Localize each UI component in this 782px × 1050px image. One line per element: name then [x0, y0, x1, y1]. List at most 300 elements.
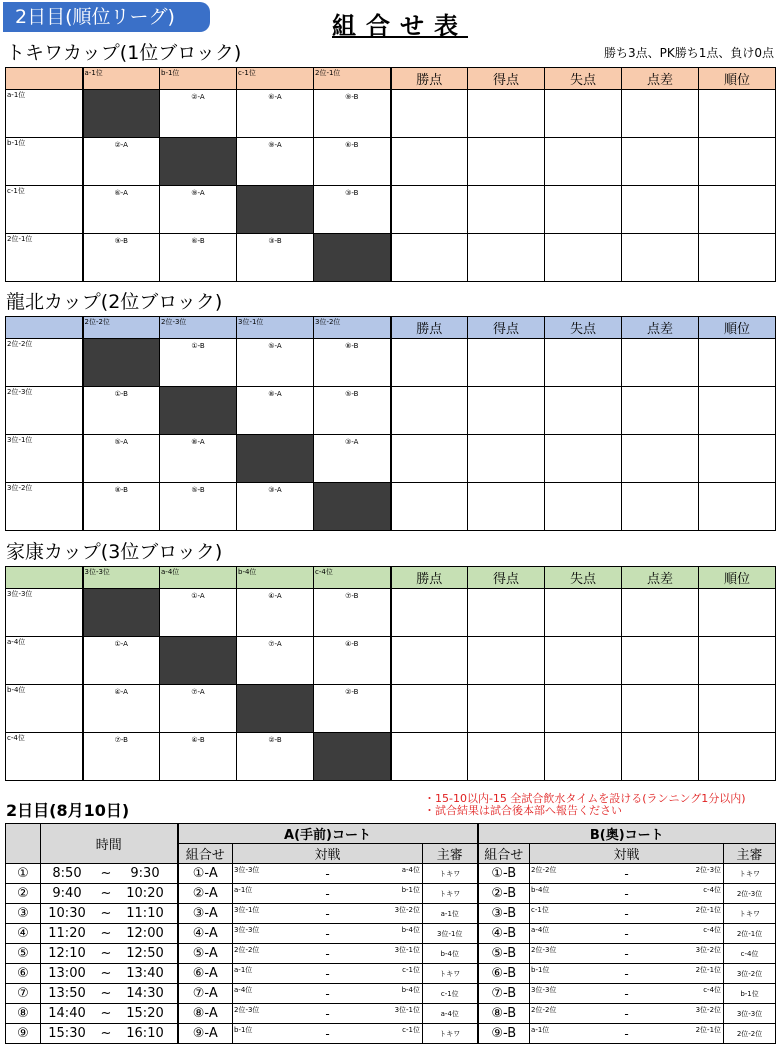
court-a-referee: b-4位: [423, 944, 478, 964]
court-b-referee: 2位-1位: [724, 924, 776, 944]
league-match-cell: ⑥-B: [314, 138, 391, 186]
stat-cell[interactable]: [699, 387, 776, 435]
day-tag: 2日目(順位リーグ): [3, 2, 210, 32]
court-b-combo: ⑧-B: [478, 1004, 530, 1024]
stat-header: 勝点: [391, 567, 468, 589]
court-b-combo: ⑤-B: [478, 944, 530, 964]
league-match-cell: ⑥-A: [83, 186, 160, 234]
league-self-cell: [237, 435, 314, 483]
stat-cell[interactable]: [468, 685, 545, 733]
stat-header: 失点: [545, 68, 622, 90]
court-b-combo: ⑨-B: [478, 1024, 530, 1044]
stat-cell[interactable]: [545, 435, 622, 483]
stat-cell[interactable]: [391, 186, 468, 234]
league-row-header: 2位-2位: [6, 339, 83, 387]
court-a-match: [233, 924, 423, 944]
end-time: 12:00: [126, 926, 164, 941]
court-a-combo: ⑧-A: [178, 1004, 233, 1024]
start-time: 10:30: [48, 906, 86, 921]
league-match-cell: ⑧-A: [237, 387, 314, 435]
league-match-cell: ⑧-B: [83, 483, 160, 531]
stat-header: 勝点: [391, 317, 468, 339]
league-self-cell: [314, 234, 391, 282]
start-time: 15:30: [48, 1026, 86, 1041]
team-2: 2位-3位: [695, 866, 722, 874]
schedule-row: [6, 924, 776, 944]
stat-cell[interactable]: [468, 138, 545, 186]
court-b-match: [530, 904, 724, 924]
court-b-match: [530, 864, 724, 884]
stat-cell[interactable]: [699, 90, 776, 138]
league-table: [5, 316, 776, 531]
court-b-combo: ①-B: [478, 864, 530, 884]
league-self-cell: [160, 387, 237, 435]
league-column-header: 2位-3位: [160, 317, 237, 339]
schedule-row: [6, 1004, 776, 1024]
court-b-referee: 3位-3位: [724, 1004, 776, 1024]
slot-time: [41, 964, 178, 984]
stat-cell[interactable]: [468, 186, 545, 234]
stat-cell[interactable]: [622, 387, 699, 435]
court-b-header: B(奥)コート: [478, 824, 776, 844]
time-tilde: ~: [100, 1026, 112, 1041]
league-match-cell: ⑧-B: [314, 339, 391, 387]
league-match-cell: ①-B: [160, 339, 237, 387]
league-match-cell: ④-B: [160, 733, 237, 781]
stat-header: 点差: [622, 567, 699, 589]
team-2: 2位-1位: [695, 966, 722, 974]
league-row-header: 3位-2位: [6, 483, 83, 531]
stat-cell[interactable]: [545, 483, 622, 531]
team-2: 3位-2位: [695, 1006, 722, 1014]
league-row-header: 3位-3位: [6, 589, 83, 637]
time-tilde: ~: [100, 966, 112, 981]
league-corner-cell: [6, 68, 83, 90]
court-a-referee: トキワ: [423, 864, 478, 884]
court-b-combo: ②-B: [478, 884, 530, 904]
court-b-combo-header: 組合せ: [478, 844, 530, 864]
schedule-note: ・15-10以内-15 全試合飲水タイムを設ける(ランニング1分以内): [424, 792, 746, 805]
versus-dash: -: [325, 1027, 330, 1041]
stat-header: 失点: [545, 567, 622, 589]
league-column-header: b-1位: [160, 68, 237, 90]
stat-cell[interactable]: [545, 138, 622, 186]
league-match-cell: ④-A: [237, 589, 314, 637]
court-a-match-header: 対戦: [233, 844, 423, 864]
league-match-cell: ⑦-B: [83, 733, 160, 781]
league-row-header: b-1位: [6, 138, 83, 186]
stat-cell[interactable]: [468, 234, 545, 282]
league-title: トキワカップ(1位ブロック): [6, 42, 242, 64]
stat-cell[interactable]: [622, 186, 699, 234]
stat-cell[interactable]: [545, 234, 622, 282]
stat-header: 点差: [622, 68, 699, 90]
team-1: 3位-1位: [234, 906, 260, 914]
versus-dash: -: [624, 967, 629, 981]
stat-header: 点差: [622, 317, 699, 339]
court-b-referee: b-1位: [724, 984, 776, 1004]
stat-cell[interactable]: [699, 435, 776, 483]
court-b-match: [530, 884, 724, 904]
league-match-cell: ②-A: [160, 90, 237, 138]
stat-cell[interactable]: [622, 138, 699, 186]
court-a-match: [233, 884, 423, 904]
court-b-match: [530, 984, 724, 1004]
schedule-row: [6, 864, 776, 884]
schedule-row: [6, 964, 776, 984]
stat-cell[interactable]: [699, 733, 776, 781]
team-1: b-1位: [531, 966, 550, 974]
team-2: 3位-1位: [394, 946, 420, 954]
versus-dash: -: [325, 907, 330, 921]
court-a-referee: 3位-1位: [423, 924, 478, 944]
slot-number: ⑥: [6, 964, 41, 984]
end-time: 11:10: [126, 906, 164, 921]
court-a-header: A(手前)コート: [178, 824, 478, 844]
stat-cell[interactable]: [391, 483, 468, 531]
league-row-header: a-1位: [6, 90, 83, 138]
league-row-header: c-4位: [6, 733, 83, 781]
stat-header: 失点: [545, 317, 622, 339]
stat-cell[interactable]: [468, 589, 545, 637]
stat-cell[interactable]: [391, 234, 468, 282]
time-tilde: ~: [100, 866, 112, 881]
court-a-combo-header: 組合せ: [178, 844, 233, 864]
league-match-cell: ④-B: [314, 637, 391, 685]
team-1: a-1位: [234, 966, 253, 974]
schedule-row: [6, 1024, 776, 1044]
stat-cell[interactable]: [545, 733, 622, 781]
stat-cell[interactable]: [391, 589, 468, 637]
schedule-note: ・試合結果は試合後本部へ報告ください: [424, 804, 622, 817]
league-match-cell: ⑨-B: [314, 90, 391, 138]
court-b-combo: ③-B: [478, 904, 530, 924]
team-2: a-4位: [401, 866, 420, 874]
stat-header: 順位: [699, 68, 776, 90]
schedule-notes: [424, 793, 746, 817]
league-match-cell: ⑨-A: [160, 186, 237, 234]
league-column-header: c-4位: [314, 567, 391, 589]
stat-cell[interactable]: [545, 339, 622, 387]
stat-cell[interactable]: [622, 234, 699, 282]
league-match-cell: ③-B: [237, 234, 314, 282]
versus-dash: -: [325, 867, 330, 881]
league-column-header: 3位-1位: [237, 317, 314, 339]
court-b-match-header: 対戦: [530, 844, 724, 864]
versus-dash: -: [624, 1027, 629, 1041]
league-match-cell: ⑤-A: [83, 435, 160, 483]
versus-dash: -: [624, 987, 629, 1001]
time-tilde: ~: [100, 1006, 112, 1021]
slot-time: [41, 984, 178, 1004]
court-b-referee: c-4位: [724, 944, 776, 964]
league-table: [5, 67, 776, 282]
stat-cell[interactable]: [468, 637, 545, 685]
stat-cell[interactable]: [468, 733, 545, 781]
schedule-day-title: 2日目(8月10日): [6, 801, 130, 820]
court-b-combo: ⑥-B: [478, 964, 530, 984]
team-1: 3位-3位: [234, 866, 260, 874]
page-title: 組合せ表: [332, 12, 468, 40]
stat-cell[interactable]: [545, 387, 622, 435]
court-a-combo: ⑤-A: [178, 944, 233, 964]
court-a-match: [233, 864, 423, 884]
slot-number: ③: [6, 904, 41, 924]
team-2: 3位-2位: [695, 946, 722, 954]
slot-number: ②: [6, 884, 41, 904]
stat-cell[interactable]: [391, 435, 468, 483]
league-match-cell: ③-A: [314, 435, 391, 483]
versus-dash: -: [325, 1007, 330, 1021]
points-rule-note: 勝ち3点、PK勝ち1点、負け0点: [603, 46, 774, 60]
stat-cell[interactable]: [468, 435, 545, 483]
court-a-match: [233, 964, 423, 984]
league-match-cell: ⑥-B: [160, 234, 237, 282]
league-corner-cell: [6, 317, 83, 339]
court-a-referee: トキワ: [423, 964, 478, 984]
team-2: b-4位: [401, 986, 420, 994]
stat-cell[interactable]: [545, 685, 622, 733]
stat-cell[interactable]: [391, 387, 468, 435]
stat-cell[interactable]: [699, 138, 776, 186]
versus-dash: -: [624, 867, 629, 881]
stat-header: 順位: [699, 317, 776, 339]
slot-time: [41, 924, 178, 944]
league-self-cell: [83, 90, 160, 138]
stat-header: 勝点: [391, 68, 468, 90]
team-2: b-4位: [401, 926, 420, 934]
team-1: 3位-3位: [531, 986, 557, 994]
stat-cell[interactable]: [468, 387, 545, 435]
stat-cell[interactable]: [391, 685, 468, 733]
stat-cell[interactable]: [699, 589, 776, 637]
team-1: 2位-2位: [531, 866, 557, 874]
team-2: c-4位: [703, 926, 722, 934]
stat-cell[interactable]: [468, 483, 545, 531]
court-a-referee: トキワ: [423, 1024, 478, 1044]
court-a-combo: ⑦-A: [178, 984, 233, 1004]
court-a-referee: a-1位: [423, 904, 478, 924]
start-time: 13:50: [48, 986, 86, 1001]
court-a-match: [233, 984, 423, 1004]
stat-cell[interactable]: [622, 435, 699, 483]
court-b-combo: ④-B: [478, 924, 530, 944]
league-row-header: 2位-3位: [6, 387, 83, 435]
stat-cell[interactable]: [699, 637, 776, 685]
league-match-cell: ⑥-A: [237, 90, 314, 138]
stat-cell[interactable]: [699, 685, 776, 733]
versus-dash: -: [325, 967, 330, 981]
versus-dash: -: [624, 887, 629, 901]
stat-cell[interactable]: [391, 90, 468, 138]
stat-cell[interactable]: [622, 90, 699, 138]
stat-cell[interactable]: [699, 483, 776, 531]
versus-dash: -: [325, 927, 330, 941]
versus-dash: -: [624, 927, 629, 941]
slot-number: ⑦: [6, 984, 41, 1004]
end-time: 14:30: [126, 986, 164, 1001]
end-time: 12:50: [126, 946, 164, 961]
time-tilde: ~: [100, 886, 112, 901]
league-match-cell: ⑤-A: [237, 339, 314, 387]
court-b-referee: トキワ: [724, 864, 776, 884]
slot-number: ①: [6, 864, 41, 884]
league-match-cell: ②-B: [314, 685, 391, 733]
schedule-row: [6, 904, 776, 924]
stat-cell[interactable]: [699, 339, 776, 387]
league-match-cell: ③-B: [314, 186, 391, 234]
league-self-cell: [83, 589, 160, 637]
end-time: 15:20: [126, 1006, 164, 1021]
court-b-match: [530, 964, 724, 984]
league-self-cell: [160, 637, 237, 685]
court-a-referee: c-1位: [423, 984, 478, 1004]
league-match-cell: ①-B: [83, 387, 160, 435]
court-b-referee: 2位-3位: [724, 884, 776, 904]
league-match-cell: ②-A: [83, 138, 160, 186]
league-row-header: a-4位: [6, 637, 83, 685]
end-time: 13:40: [126, 966, 164, 981]
league-match-cell: ⑨-B: [83, 234, 160, 282]
court-b-match: [530, 1004, 724, 1024]
court-b-referee-header: 主審: [724, 844, 776, 864]
court-a-combo: ④-A: [178, 924, 233, 944]
time-tilde: ~: [100, 946, 112, 961]
league-column-header: a-4位: [160, 567, 237, 589]
court-b-match: [530, 924, 724, 944]
court-a-combo: ⑨-A: [178, 1024, 233, 1044]
start-time: 11:20: [48, 926, 86, 941]
league-title: 家康カップ(3位ブロック): [6, 541, 223, 563]
stat-header: 順位: [699, 567, 776, 589]
team-1: c-1位: [531, 906, 549, 914]
league-self-cell: [237, 685, 314, 733]
team-2: c-4位: [703, 986, 722, 994]
court-b-combo: ⑦-B: [478, 984, 530, 1004]
league-column-header: 3位-3位: [83, 567, 160, 589]
court-b-referee: 2位-2位: [724, 1024, 776, 1044]
start-time: 13:00: [48, 966, 86, 981]
league-row-header: 3位-1位: [6, 435, 83, 483]
court-b-match: [530, 1024, 724, 1044]
versus-dash: -: [325, 887, 330, 901]
stat-cell[interactable]: [545, 637, 622, 685]
stat-cell[interactable]: [699, 234, 776, 282]
stat-cell[interactable]: [622, 733, 699, 781]
versus-dash: -: [624, 1007, 629, 1021]
stat-cell[interactable]: [622, 685, 699, 733]
slot-time: [41, 944, 178, 964]
team-2: b-1位: [401, 886, 420, 894]
team-1: 2位-2位: [531, 1006, 557, 1014]
versus-dash: -: [325, 987, 330, 1001]
court-b-match: [530, 944, 724, 964]
stat-cell[interactable]: [391, 339, 468, 387]
league-self-cell: [160, 138, 237, 186]
league-row-header: 2位-1位: [6, 234, 83, 282]
slot-time: [41, 1024, 178, 1044]
end-time: 9:30: [130, 866, 160, 881]
start-time: 8:50: [52, 866, 82, 881]
team-2: c-1位: [402, 1026, 420, 1034]
stat-cell[interactable]: [468, 90, 545, 138]
stat-cell[interactable]: [699, 186, 776, 234]
schedule-row: [6, 984, 776, 1004]
court-a-combo: ②-A: [178, 884, 233, 904]
team-1: a-4位: [234, 986, 253, 994]
team-1: b-4位: [531, 886, 550, 894]
court-a-referee: トキワ: [423, 884, 478, 904]
versus-dash: -: [325, 947, 330, 961]
stat-cell[interactable]: [622, 637, 699, 685]
stat-cell[interactable]: [391, 637, 468, 685]
league-row-header: c-1位: [6, 186, 83, 234]
slot-number: ⑧: [6, 1004, 41, 1024]
league-match-cell: ①-A: [83, 637, 160, 685]
end-time: 16:10: [126, 1026, 164, 1041]
schedule-table: [5, 823, 776, 1044]
court-a-match: [233, 1004, 423, 1024]
slot-number: ⑨: [6, 1024, 41, 1044]
court-b-referee: トキワ: [724, 904, 776, 924]
team-1: 2位-3位: [234, 1006, 260, 1014]
league-self-cell: [314, 733, 391, 781]
league-match-cell: ⑦-A: [160, 685, 237, 733]
stat-header: 得点: [468, 567, 545, 589]
league-match-cell: ⑦-A: [237, 637, 314, 685]
team-1: a-1位: [234, 886, 253, 894]
team-2: c-1位: [402, 966, 420, 974]
stat-cell[interactable]: [391, 733, 468, 781]
league-column-header: 3位-2位: [314, 317, 391, 339]
stat-cell[interactable]: [391, 138, 468, 186]
stat-cell[interactable]: [622, 483, 699, 531]
schedule-time-header: 時間: [41, 824, 178, 864]
versus-dash: -: [624, 947, 629, 961]
start-time: 12:10: [48, 946, 86, 961]
team-2: 2位-1位: [695, 1026, 722, 1034]
league-match-cell: ⑤-B: [160, 483, 237, 531]
team-1: a-1位: [531, 1026, 550, 1034]
league-self-cell: [237, 186, 314, 234]
stat-cell[interactable]: [622, 589, 699, 637]
league-column-header: 2位-1位: [314, 68, 391, 90]
stat-header: 得点: [468, 317, 545, 339]
stat-cell[interactable]: [622, 339, 699, 387]
schedule-no-header: [6, 824, 41, 864]
court-a-combo: ⑥-A: [178, 964, 233, 984]
league-title: 龍北カップ(2位ブロック): [6, 291, 223, 313]
team-1: a-4位: [531, 926, 550, 934]
stat-cell[interactable]: [545, 90, 622, 138]
league-match-cell: ①-A: [160, 589, 237, 637]
slot-time: [41, 864, 178, 884]
stat-cell[interactable]: [468, 339, 545, 387]
slot-time: [41, 884, 178, 904]
league-match-cell: ⑦-B: [314, 589, 391, 637]
stat-cell[interactable]: [545, 589, 622, 637]
league-row-header: b-4位: [6, 685, 83, 733]
league-column-header: 2位-2位: [83, 317, 160, 339]
time-tilde: ~: [100, 986, 112, 1001]
court-a-combo: ①-A: [178, 864, 233, 884]
time-tilde: ~: [100, 906, 112, 921]
stat-cell[interactable]: [545, 186, 622, 234]
league-self-cell: [83, 339, 160, 387]
start-time: 9:40: [52, 886, 82, 901]
team-2: 3位-1位: [394, 1006, 420, 1014]
league-match-cell: ⑨-A: [237, 138, 314, 186]
